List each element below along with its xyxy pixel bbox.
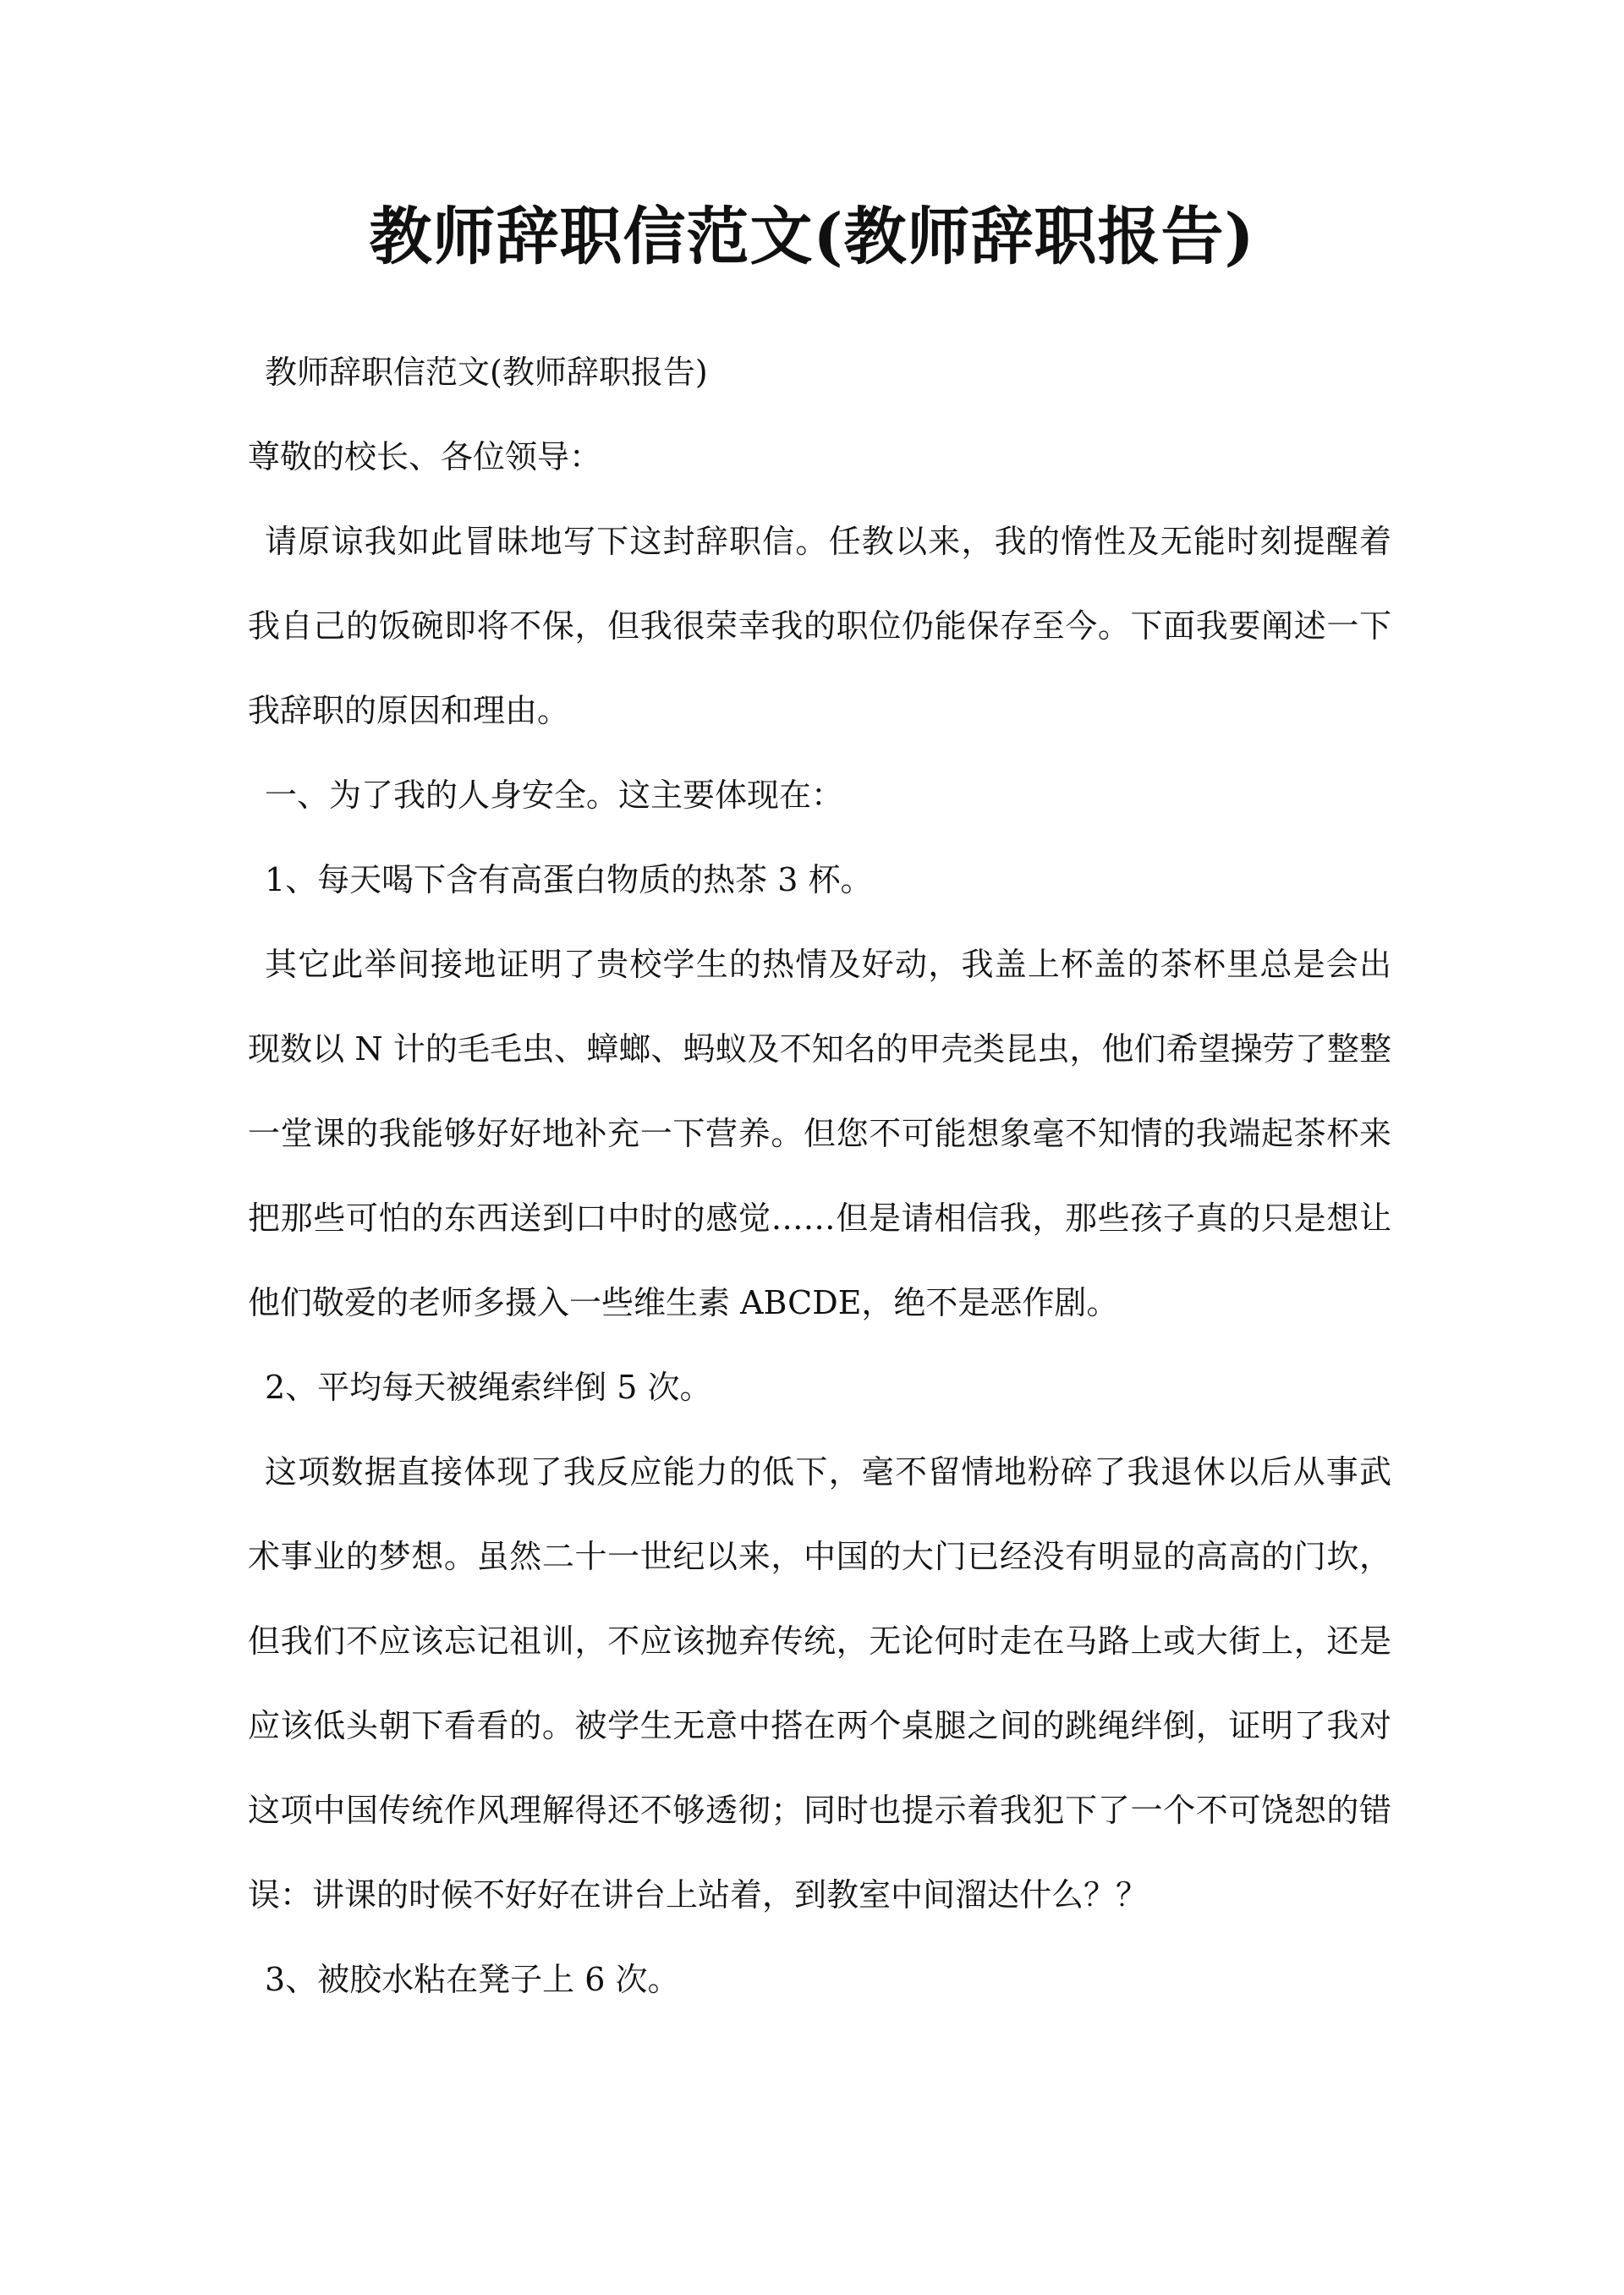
text-line: 其它此举间接地证明了贵校学生的热情及好动，我盖上杯盖的茶杯里总是会出 — [265, 946, 1391, 983]
text-line: 这项数据直接体现了我反应能力的低下，毫不留情地粉碎了我退休以后从事武 — [265, 1453, 1391, 1491]
text-line: 请原谅我如此冒昧地写下这封辞职信。任教以来，我的惰性及无能时刻提醒着 — [265, 523, 1391, 560]
text-line: 一、为了我的人身安全。这主要体现在： — [265, 777, 844, 814]
text-line: 这项中国传统作风理解得还不够透彻；同时也提示着我犯下了一个不可饶恕的错 — [248, 1792, 1391, 1829]
document-title: 教师辞职信范文(教师辞职报告) — [369, 200, 1255, 273]
text-line: 2、平均每天被绳索绊倒 5 次。 — [265, 1369, 712, 1406]
text-line: 术事业的梦想。虽然二十一世纪以来，中国的大门已经没有明显的高高的门坎， — [248, 1538, 1391, 1575]
text-line: 我自己的饭碗即将不保，但我很荣幸我的职位仍能保存至今。下面我要阐述一下 — [248, 607, 1391, 645]
text-line: 一堂课的我能够好好地补充一下营养。但您不可能想象毫不知情的我端起茶杯来 — [248, 1115, 1391, 1152]
text-line: 教师辞职信范文(教师辞职报告) — [265, 354, 708, 391]
text-line: 他们敬爱的老师多摄入一些维生素 ABCDE，绝不是恶作剧。 — [248, 1284, 1119, 1321]
text-line: 应该低头朝下看看的。被学生无意中搭在两个桌腿之间的跳绳绊倒，证明了我对 — [248, 1707, 1391, 1744]
document-body — [248, 330, 1391, 2022]
text-line: 1、每天喝下含有高蛋白物质的热茶 3 杯。 — [265, 861, 873, 898]
text-line: 3、被胶水粘在凳子上 6 次。 — [265, 1961, 680, 1998]
text-line: 把那些可怕的东西送到口中时的感觉……但是请相信我，那些孩子真的只是想让 — [248, 1200, 1391, 1237]
text-line: 我辞职的原因和理由。 — [248, 692, 570, 729]
text-line: 现数以 N 计的毛毛虫、蟑螂、蚂蚁及不知名的甲壳类昆虫，他们希望操劳了整整 — [248, 1030, 1391, 1068]
text-line: 误：讲课的时候不好好在讲台上站着，到教室中间溜达什么？？ — [248, 1876, 1149, 1913]
text-line: 但我们不应该忘记祖训，不应该抛弃传统，无论何时走在马路上或大街上，还是 — [248, 1622, 1391, 1660]
text-line: 尊敬的校长、各位领导： — [248, 438, 602, 475]
